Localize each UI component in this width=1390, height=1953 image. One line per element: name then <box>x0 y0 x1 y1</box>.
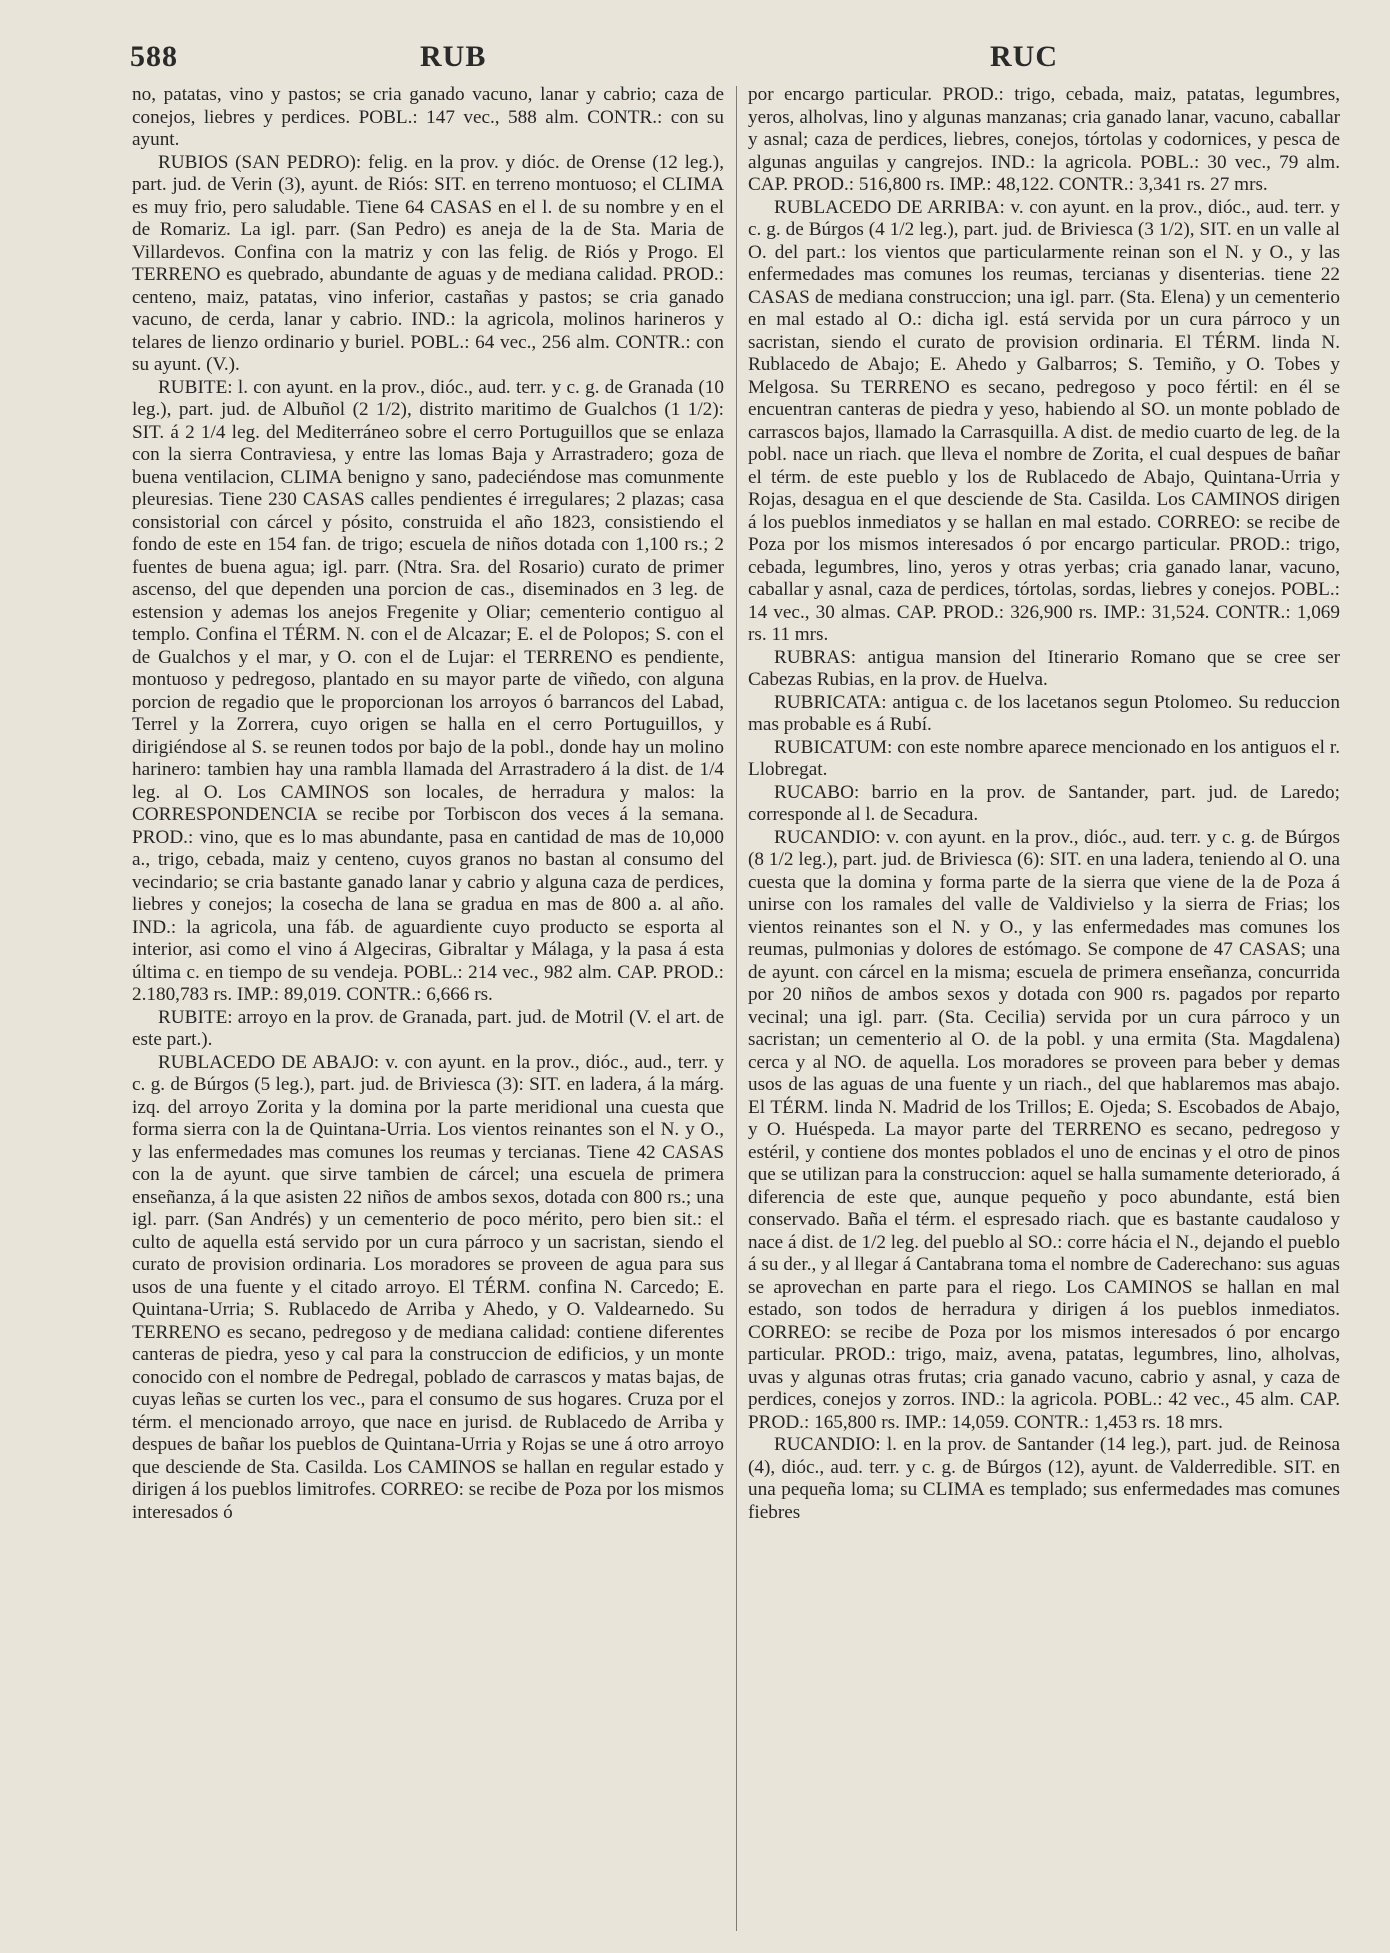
running-head-left: RUB <box>420 40 487 73</box>
entry: por encargo particular. PROD.: trigo, cebada, maiz, patatas, legumbres, yeros, alholvas, lino y algunas manzanas; cria ganado lanar, vacuno, caballar y asnal; caza de perdices, liebres, conejos, tórtolas y codornices, y pesca de algunas anguilas y cangrejos. IND.: la agricola. POBL.: 30 vec., 79 alm. CAP. PROD.: 516,800 rs. IMP.: 48,122. CONTR.: 3,341 rs. 27 mrs. <box>748 84 1340 195</box>
entry: RUBLACEDO DE ARRIBA: v. con ayunt. en la prov., dióc., aud. terr. y c. g. de Búrgos (4 1/2 leg.), part. jud. de Briviesca (3 1/2), SIT. en un valle al O. del part.: los vientos que particularmente reinan son el N. y O., y las enfermedades mas comunes los reumas, tercianas y disenterias. tiene 22 CASAS de mediana construccion; una igl. parr. (Sta. Elena) y un cementerio en mal estado al O.: dicha igl. está servida por un cura párroco y un sacristan, siendo el curato de provision ordinaria. El TÉRM. linda N. Rublacedo de Abajo; E. Ahedo y Galbarros; S. Temiño, y O. Tobes y Melgosa. Su TERRENO es secano, pedregoso y poco fértil: en él se encuentran canteras de piedra y yeso, habiendo al SO. un monte poblado de carrascos bajos, llamado la Carrasquilla. A dist. de medio cuarto de leg. de la pobl. nace un riach. que lleva el nombre de Zorita, el cual despues de bañar el térm. de este pueblo y los de Rublacedo de Abajo, Quintana-Urria y Rojas, desagua en el que desciende de Sta. Casilda. Los CAMINOS dirigen á los pueblos inmediatos y se hallan en mal estado. CORREO: se recibe de Poza por los mismos interesados ó por encargo particular. PROD.: trigo, cebada, legumbres, lino, yeros y otras yerbas; cria ganado lanar, vacuno, caballar y asnal, caza de perdices, tórtolas, sordas, liebres y conejos. POBL.: 14 vec., 30 almas. CAP. PROD.: 326,900 rs. IMP.: 31,524. CONTR.: 1,069 rs. 11 mrs. <box>748 196 1340 645</box>
left-column <box>132 84 724 1524</box>
entry: RUCANDIO: l. en la prov. de Santander (14 leg.), part. jud. de Reinosa (4), dióc., aud. terr. y c. g. de Búrgos (12), ayunt. de Valderredible. SIT. en una pequeña loma; su CLIMA es templado; sus enfermedades mas comunes fiebres <box>748 1434 1340 1523</box>
entry: RUBRAS: antigua mansion del Itinerario Romano que se cree ser Cabezas Rubias, en la prov. de Huelva. <box>748 646 1340 690</box>
page-number: 588 <box>130 40 178 73</box>
entry: RUBLACEDO DE ABAJO: v. con ayunt. en la prov., dióc., aud., terr. y c. g. de Búrgos (5 leg.), part. jud. de Briviesca (3): SIT. en ladera, á la márg. izq. del arroyo Zorita y la domina por la parte meridional una cuesta que forma sierra con la de Quintana-Urria. Los vientos reinantes son el N. y O., y las enfermedades mas comunes los reumas y tercianas. Tiene 42 CASAS con la de ayunt. que sirve tambien de cárcel; una escuela de primera enseñanza, á la que asisten 22 niños de ambos sexos, dotada con 800 rs.; una igl. parr. (San Andrés) y un cementerio de poco mérito, pero bien sit.: el culto de aquella está servido por un cura párroco y un sacristan, siendo el curato de provision ordinaria. Los moradores se proveen de agua para sus usos de una fuente y el citado arroyo. El TÉRM. confina N. Carcedo; E. Quintana-Urria; S. Rublacedo de Arriba y Ahedo, y O. Valdearnedo. Su TERRENO es secano, pedregoso y de mediana calidad: contiene diferentes canteras de piedra, yeso y cal para la construccion de edificios, y un monte conocido con el nombre de Pedregal, poblado de carrascos y matas bajas, de cuyas leñas se curten los vec., para el consumo de sus hogares. Cruza por el térm. el mencionado arroyo, que nace en jurisd. de Rublacedo de Arriba y despues de bañar los pueblos de Quintana-Urria y Rojas se une á otro arroyo que desciende de Sta. Casilda. Los CAMINOS se hallan en regular estado y dirigen á los pueblos limitrofes. CORREO: se recibe de Poza por los mismos interesados ó <box>132 1051 724 1523</box>
entry: RUCABO: barrio en la prov. de Santander, part. jud. de Laredo; corresponde al l. de Secadura. <box>748 781 1340 825</box>
column-divider <box>736 86 737 1931</box>
entry: no, patatas, vino y pastos; se cria ganado vacuno, lanar y cabrio; caza de conejos, liebres y perdices. POBL.: 147 vec., 588 alm. CONTR.: con su ayunt. <box>132 84 724 150</box>
entry: RUBICATUM: con este nombre aparece mencionado en los antiguos el r. Llobregat. <box>748 736 1340 780</box>
entry: RUCANDIO: v. con ayunt. en la prov., dióc., aud. terr. y c. g. de Búrgos (8 1/2 leg.), part. jud. de Briviesca (6): SIT. en una ladera, teniendo al O. una cuesta que la domina y forma parte de la sierra que viene de la de Poza á unirse con los ramales del valle de Valdivielso y la sierra de Frias; los vientos reinantes son el N. y O., y las enfermedades mas comunes los reumas, pulmonias y dolores de estómago. Se compone de 47 CASAS; una de ayunt. con cárcel en la misma; escuela de primera enseñanza, concurrida por 20 niños de ambos sexos y dotada con 900 rs. pagados por reparto vecinal; una igl. parr. (Sta. Cecilia) servida por un cura párroco y un sacristan; un cementerio al O. de la pobl. y una ermita (Sta. Magdalena) cerca y al NO. de aquella. Los moradores se proveen para beber y demas usos de las aguas de una fuente y un riach., del que hablaremos mas abajo. El TÉRM. linda N. Madrid de los Trillos; E. Ojeda; S. Escobados de Abajo, y O. Huéspeda. La mayor parte del TERRENO es secano, pedregoso y estéril, y contiene dos montes poblados el uno de encinas y el otro de pinos que se utilizan para la construccion: aquel se halla sumamente deteriorado, á diferencia de este que, aunque pequeño y poco abundante, está bien conservado. Baña el térm. el espresado riach. que es bastante caudaloso y nace á dist. de 1/2 leg. del pueblo al SO.: corre hácia el N., dejando el pueblo á su der., y al llegar á Cantabrana toma el nombre de Caderechano: sus aguas se aprovechan en parte para el riego. Los CAMINOS se hallan en mal estado, son todos de herradura y dirigen á los pueblos inmediatos. CORREO: se recibe de Poza por los mismos interesados ó por encargo particular. PROD.: trigo, maiz, avena, patatas, legumbres, lino, alholvas, uvas y algunas otras frutas; cria ganado vacuno, cabrio y asnal, y caza de perdices, conejos y zorros. IND.: la agricola. POBL.: 42 vec., 45 alm. CAP. PROD.: 165,800 rs. IMP.: 14,059. CONTR.: 1,453 rs. 18 mrs. <box>748 826 1340 1433</box>
entry: RUBIOS (SAN PEDRO): felig. en la prov. y dióc. de Orense (12 leg.), part. jud. de Verin (3), ayunt. de Riós: SIT. en terreno montuoso; el CLIMA es muy frio, pero saludable. Tiene 64 CASAS en el l. de su nombre y en el de Romariz. La igl. parr. (San Pedro) es aneja de la de Sta. Maria de Villardevos. Confina con la matriz y con las felig. de Riós y Progo. El TERRENO es quebrado, abundante de aguas y de mediana calidad. PROD.: centeno, maiz, patatas, vino inferior, castañas y pastos; se cria ganado vacuno, de cerda, lanar y cabrio. IND.: la agricola, molinos harineros y telares de lienzo ordinario y buriel. POBL.: 64 vec., 256 alm. CONTR.: con su ayunt. (V.). <box>132 151 724 375</box>
entry: RUBITE: arroyo en la prov. de Granada, part. jud. de Motril (V. el art. de este part.). <box>132 1006 724 1050</box>
entry: RUBRICATA: antigua c. de los lacetanos segun Ptolomeo. Su reduccion mas probable es á Rubí. <box>748 691 1340 735</box>
entry: RUBITE: l. con ayunt. en la prov., dióc., aud. terr. y c. g. de Granada (10 leg.), part. jud. de Albuñol (2 1/2), distrito maritimo de Gualchos (1 1/2): SIT. á 2 1/4 leg. del Mediterráneo sobre el cerro Portuguillos que se enlaza con la sierra Contraviesa, y entre las lomas Baja y Arrastradero; goza de buena ventilacion, CLIMA benigno y sano, padeciéndose mas comunmente pleuresias. Tiene 230 CASAS calles pendientes é irregulares; 2 plazas; casa consistorial con cárcel y pósito, construida el año 1823, consistiendo el fondo de este en 154 fan. de trigo; escuela de niños dotada con 1,100 rs.; 2 fuentes de buena agua; igl. parr. (Ntra. Sra. del Rosario) curato de primer ascenso, del que dependen una porcion de cas., diseminados en 3 leg. de estension y ademas los anejos Fregenite y Oliar; cementerio contiguo al templo. Confina el TÉRM. N. con el de Alcazar; E. el de Polopos; S. con el de Gualchos y el mar, y O. con el de Lujar: el TERRENO es pendiente, montuoso y pedregoso, plantado en su mayor parte de viñedo, con alguna porcion de regadio que le proporcionan los arroyos ó barrancos del Labad, Terrel y la Zorrera, cuyo origen se halla en el cerro Portuguillos, y dirigiéndose al S. se reunen todos por bajo de la pobl., donde hay un molino harinero: tambien hay una rambla llamada del Arrastradero á la dist. de 1/4 leg. al O. Los CAMINOS son locales, de herradura y malos: la CORRESPONDENCIA se recibe por Torbiscon dos veces á la semana. PROD.: vino, que es lo mas abundante, pasa en cantidad de mas de 10,000 a., trigo, cebada, maiz y centeno, cuyos granos no bastan al consumo del vecindario; se cria bastante ganado lanar y cabrio y alguna caza de perdices, liebres y conejos; la cosecha de lana se gradua en mas de 800 a. al año. IND.: la agricola, una fáb. de aguardiente cuyo producto se esporta al interior, asi como el vino á Algeciras, Gibraltar y Málaga, y la pasa á esta última c. en tiempo de su vendeja. POBL.: 214 vec., 982 alm. CAP. PROD.: 2.180,783 rs. IMP.: 89,019. CONTR.: 6,666 rs. <box>132 376 724 1005</box>
right-column <box>748 84 1340 1524</box>
running-head-right: RUC <box>990 40 1058 73</box>
